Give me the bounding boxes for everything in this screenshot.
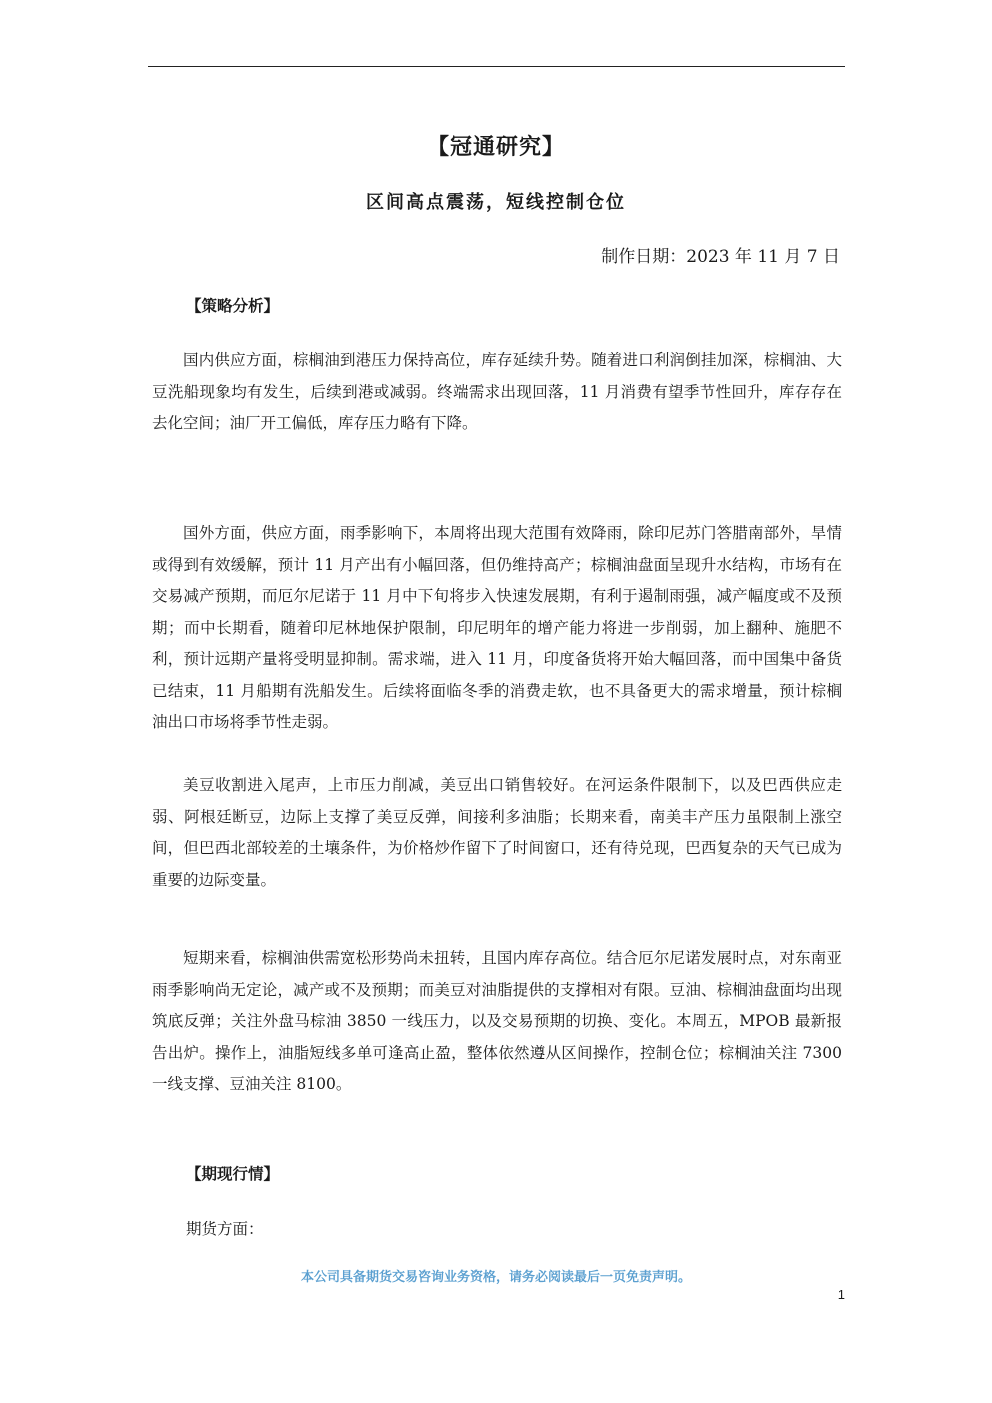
report-date: 制作日期：2023 年 11 月 7 日 [601,247,840,267]
futures-label: 期货方面： [186,1220,264,1238]
disclaimer-note: 本公司具备期货交易咨询业务资格，请务必阅读最后一页免责声明。 [300,1270,691,1285]
strategy-paragraph-1: 国内供应方面，棕榈油到港压力保持高位，库存延续升势。随着进口利润倒挂加深，棕榈油、大豆洗船现象均有发生，后续到港或减弱。终端需求出现回落，11 月消费有望季节性回升，库存存在去化空间；油厂开工偏低，库存压力略有下降。 [152,351,842,432]
market-heading: 【期现行情】 [186,1164,280,1183]
strategy-paragraph-3: 美豆收割进入尾声，上市压力削减，美豆出口销售较好。在河运条件限制下，以及巴西供应走弱、阿根廷断豆，边际上支撑了美豆反弹，间接利多油脂；长期来看，南美丰产压力虽限制上涨空间，但巴西北部较差的土壤条件，为价格炒作留下了时间窗口，还有待兑现，巴西复杂的天气已成为重要的边际变量。 [152,776,842,889]
strategy-paragraph-2: 国外方面，供应方面，雨季影响下，本周将出现大范围有效降雨，除印尼苏门答腊南部外，旱情或得到有效缓解，预计 11 月产出有小幅回落，但仍维持高产；棕榈油盘面呈现升水结构，市场有在交易减产预期，而厄尔尼诺于 11 月中下旬将步入快速发展期，有利于遏制雨强，减产幅度或不及预期；而中长期看，随着印尼林地保护限制，印尼明年的增产能力将进一步削弱，加上翻种、施肥不利，预计远期产量将受明显抑制。需求端，进入 11 月，印度备货将开始大幅回落，而中国集中备货已结束，11 月船期有洗船发生。后续将面临冬季的消费走软，也不具备更大的需求增量，预计棕榈油出口市场将季节性走弱。 [152,524,842,731]
page-number: 1 [837,1287,845,1302]
brand-title: 【冠通研究】 [426,134,565,160]
header-rule [148,66,845,67]
strategy-paragraph-4: 短期来看，棕榈油供需宽松形势尚未扭转，且国内库存高位。结合厄尔尼诺发展时点，对东南亚雨季影响尚无定论，减产或不及预期；而美豆对油脂提供的支撑相对有限。豆油、棕榈油盘面均出现筑底反弹；关注外盘马棕油 3850 一线压力，以及交易预期的切换、变化。本周五，MPOB 最新报告出炉。操作上，油脂短线多单可逢高止盈，整体依然遵从区间操作，控制仓位；棕榈油关注 7300 一线支撑、豆油关注 8100。 [152,949,842,1093]
report-title: 区间高点震荡，短线控制仓位 [366,192,626,213]
strategy-heading: 【策略分析】 [186,296,280,315]
